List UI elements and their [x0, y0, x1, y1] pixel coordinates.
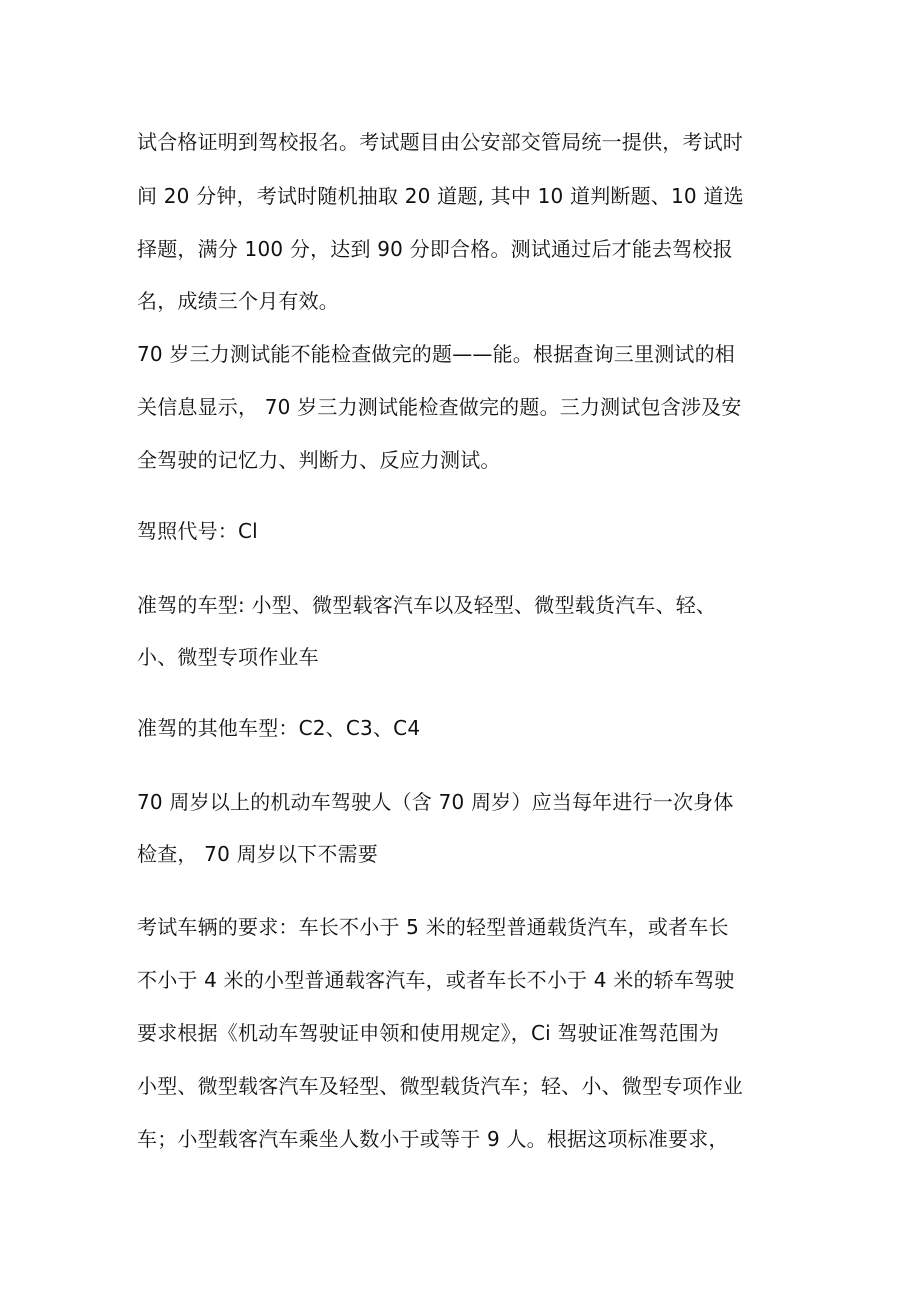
text-line: 全驾驶的记忆力、判断力、反应力测试。: [137, 448, 501, 472]
text-line: 关信息显示， 70 岁三力测试能检查做完的题。三力测试包含涉及安: [137, 395, 742, 419]
text-line: 准驾的车型: 小型、微型载客汽车以及轻型、微型载货汽车、轻、: [137, 593, 717, 617]
text-line: 准驾的其他车型：C2、C3、C4: [137, 716, 421, 740]
text-line: 车；小型载客汽车乘坐人数小于或等于 9 人。根据这项标准要求，: [137, 1127, 729, 1151]
text-line: 名，成绩三个月有效。: [137, 289, 339, 313]
text-line: 小、微型专项作业车: [137, 645, 319, 669]
text-line: 检查， 70 周岁以下不需要: [137, 842, 378, 866]
text-line: 试合格证明到驾校报名。考试题目由公安部交管局统一提供，考试时: [137, 130, 743, 154]
text-line: 择题，满分 100 分，达到 90 分即合格。测试通过后才能去驾校报: [137, 237, 733, 261]
text-line: 小型、微型载客汽车及轻型、微型载货汽车；轻、小、微型专项作业: [137, 1074, 743, 1098]
text-line: 不小于 4 米的小型普通载客汽车，或者车长不小于 4 米的轿车驾驶: [137, 968, 735, 992]
text-line: 驾照代号：Cl: [137, 519, 258, 543]
text-line: 间 20 分钟，考试时随机抽取 20 道题, 其中 10 道判断题、10 道选: [137, 184, 744, 208]
text-line: 70 周岁以上的机动车驾驶人（含 70 周岁）应当每年进行一次身体: [137, 790, 734, 814]
text-line: 要求根据《机动车驾驶证申领和使用规定》，Ci 驾驶证准驾范围为: [137, 1021, 720, 1045]
text-line: 70 岁三力测试能不能检查做完的题——能。根据查询三里测试的相: [137, 342, 736, 366]
text-line: 考试车辆的要求：车长不小于 5 米的轻型普通载货汽车，或者车长: [137, 915, 729, 939]
